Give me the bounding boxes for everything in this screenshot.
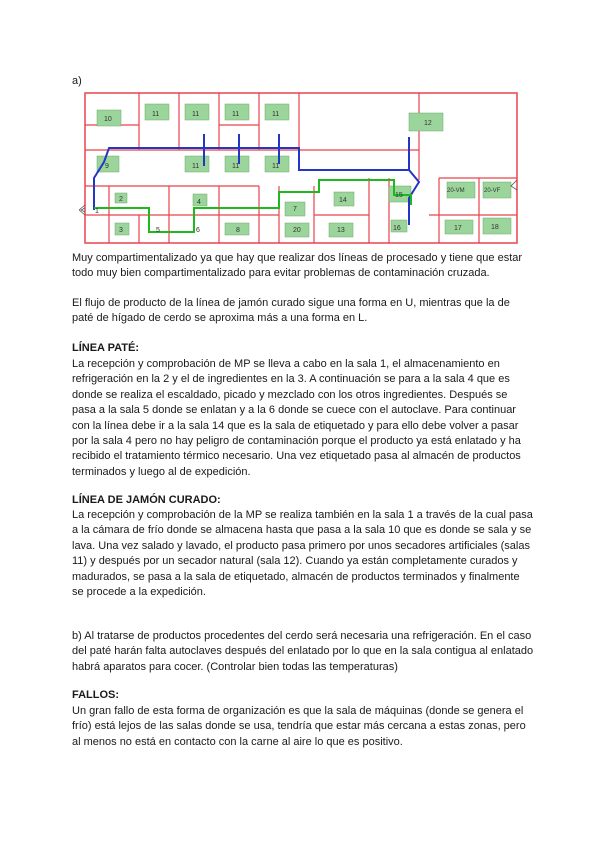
room-label-17: 17 [454, 225, 462, 232]
room-label-11d: 11 [272, 111, 280, 118]
room-label-6: 6 [196, 227, 200, 234]
paragraph-fallos: Un gran fallo de esta forma de organización es que la sala de máquinas (donde se genera el frío) está lejos de las salas donde se usa, tendría que estar más cercana a estas zonas, pero al menos no está en contacto con la carne al aire lo que es positivo. [72, 705, 526, 748]
room-label-11g: 11 [272, 163, 280, 170]
room-label-3: 3 [119, 227, 123, 234]
floor-plan-diagram [79, 90, 519, 246]
room-label-4: 4 [197, 199, 201, 206]
room-label-1: 1 [95, 208, 99, 215]
heading-linea-pate: LÍNEA PATÉ: [72, 342, 140, 354]
room-label-16: 16 [393, 225, 401, 232]
room-label-20: 20 [293, 227, 301, 234]
room-label-20-vf: 20-VF [484, 188, 501, 194]
room-label-10: 10 [104, 116, 112, 123]
paragraph-linea-pate: La recepción y comprobación de MP se lleva a cabo en la sala 1, el almacenamiento en refrigeración en la 2 y el de ingredientes en la 3. A continuación se para a la sala 4 que es donde se realiza el escaldado, picado y mezclado con los otros ingredientes. Después se pasa a la sala 5 donde se enlatan y a la 6 donde se cuece con el autoclave. Para continuar con la línea debe ir a la sala 14 que es la sala de etiquetado y para ello debe volver a pasar por la sala 4 pero no hay peligro de contaminación porque el producto ya está enlatado y ha recibido el tratamiento térmico necesario. Una vez etiquetado pasa al almacén de productos terminados y luego al de expedición. [72, 358, 521, 478]
heading-fallos: FALLOS: [72, 689, 120, 701]
room-label-5: 5 [156, 227, 160, 234]
room-label-2: 2 [119, 196, 123, 203]
room-label-11e: 11 [192, 163, 200, 170]
heading-linea-jamon: LÍNEA DE JAMÓN CURADO: [72, 494, 221, 506]
room-label-11a: 11 [152, 111, 160, 118]
room-label-18: 18 [491, 224, 499, 231]
room-label-15: 15 [395, 192, 403, 199]
room-label-20-vm: 20-VM [447, 188, 465, 194]
room-label-11c: 11 [232, 111, 240, 118]
section-a-label: a) [72, 75, 82, 87]
room-label-11b: 11 [192, 111, 200, 118]
room-label-8: 8 [236, 227, 240, 234]
room-label-14: 14 [339, 197, 347, 204]
plan-entry-door [79, 205, 85, 215]
paragraph-compartment: Muy compartimentalizado ya que hay que realizar dos líneas de procesado y tiene que estar todo muy bien compartimentalizado para evitar problemas de contaminación cruzada. [72, 252, 523, 280]
paragraph-linea-jamon: La recepción y comprobación de la MP se realiza también en la sala 1 a través de la cual pasa a la cámara de frío donde se almacena hasta que pasa a la sala 10 que es donde se sala y se lava. Una vez salado y lavado, el producto pasa primero por unos secadores artificiales (salas 11) y después por un secador natural (sala 12). Cuando ya están completamente curados y madurados, se pasa a la sala de etiquetado, almacén de productos terminados y finalmente se procede a la expedición. [72, 509, 533, 599]
room-label-12: 12 [424, 120, 432, 127]
paragraph-flow-shape: El flujo de producto de la línea de jamón curado sigue una forma en U, mientras que la de paté de hígado de cerdo se aproxima más a una forma en L. [72, 297, 510, 325]
room-label-9: 9 [105, 163, 109, 170]
room-label-7: 7 [293, 206, 297, 213]
room-label-11f: 11 [232, 163, 240, 170]
room-label-13: 13 [337, 227, 345, 234]
paragraph-section-b: b) Al tratarse de productos procedentes del cerdo será necesaria una refrigeración. En el caso del paté harán falta autoclaves después del enlatado por lo que en la sala contigua al enlatado habrá aparatos para cocer. (Controlar bien todas las temperaturas) [72, 630, 534, 673]
